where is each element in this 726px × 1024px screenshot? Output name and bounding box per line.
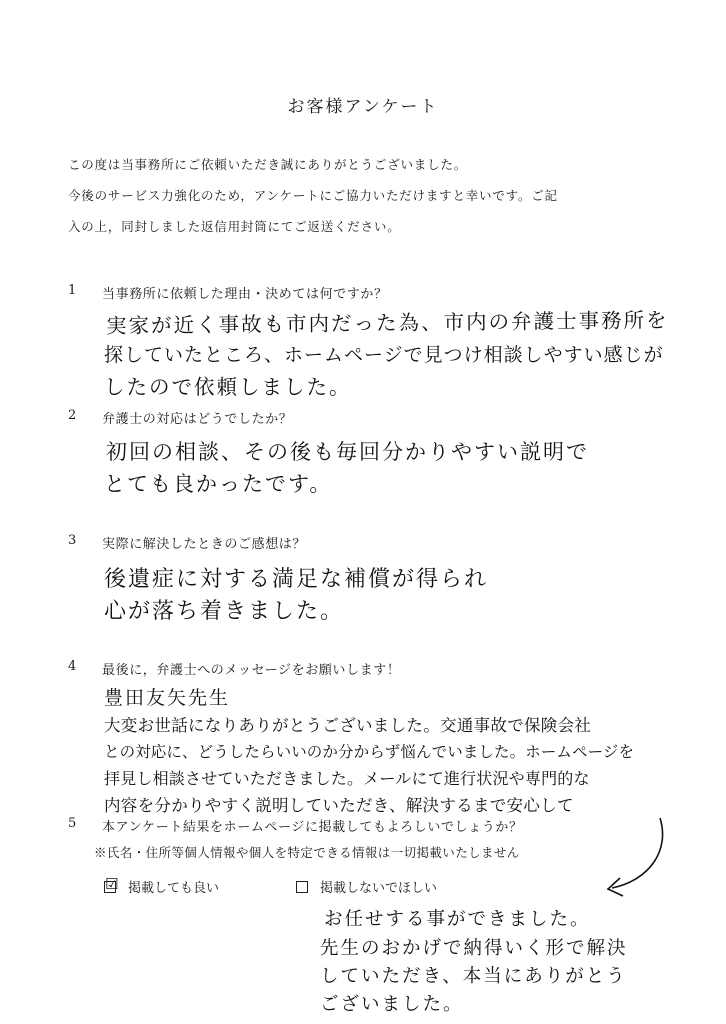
- checkmark-icon: ☑: [105, 875, 119, 893]
- answer-1-line-3: したので依頼しました。: [104, 375, 352, 399]
- option-publish-ok[interactable]: [104, 877, 219, 896]
- option-publish-no[interactable]: [296, 877, 437, 896]
- answer-1-line-1: 実家が近く事故も市内だった為、市内の弁護士事務所を: [105, 308, 669, 338]
- answer-3-line-2: 心が落ち着きました。: [104, 599, 345, 624]
- continuation-arrow-icon: [590, 810, 680, 900]
- closing-line-1: お任せする事ができました。: [324, 909, 591, 930]
- answer-4-line-2: との対応に、どうしたらいいのか分からず悩んでいました。ホームページを: [104, 743, 635, 761]
- answer-3-line-1: 後遺症に対する満足な補償が得られ: [104, 567, 489, 592]
- question-1-text: 当事務所に依頼した理由・決めては何ですか？: [102, 287, 388, 302]
- answer-4-line-4: 内容を分かりやすく説明していただき、解決するまで安心して: [104, 796, 574, 815]
- answer-2-line-2: とても良かったです。: [104, 472, 333, 496]
- answer-1-line-2: 探していたところ、ホームページで見つけ相談しやすい感じが: [104, 344, 664, 366]
- answer-4-addressee: 豊田友矢先生: [104, 687, 231, 709]
- question-4-number: 4: [68, 659, 77, 674]
- question-3-text: 実際に解決したときのご感想は？: [102, 537, 307, 552]
- question-5-number: 5: [68, 816, 77, 831]
- option-publish-no-label: 掲載しないでほしい: [320, 881, 438, 896]
- answer-4-line-1: 大変お世話になりありがとうございました。交通事故で保険会社: [104, 716, 592, 735]
- checkbox-publish-ok[interactable]: [104, 875, 119, 893]
- intro-line-2: 今後のサービス力強化のため，アンケートにご協力いただけますと幸いです。ご記: [68, 188, 558, 203]
- page-title: お客様アンケート: [287, 97, 439, 117]
- closing-line-2: 先生のおかげで納得いく形で解決: [320, 938, 628, 959]
- intro-line-3: 入の上，同封しました返信用封筒にてご返送ください。: [68, 219, 401, 234]
- privacy-note: ※氏名・住所等個人情報や個人を特定できる情報は一切掲載いたしません: [94, 845, 520, 860]
- question-2-number: 2: [68, 408, 77, 423]
- answer-2-line-1: 初回の相談、その後も毎回分かりやすい説明で: [106, 440, 589, 464]
- question-2-text: 弁護士の対応はどうでしたか？: [102, 412, 293, 427]
- option-publish-ok-label: 掲載しても良い: [128, 881, 220, 896]
- intro-line-1: この度は当事務所にご依頼いただき誠にありがとうございました。: [68, 157, 468, 172]
- question-4-text: 最後に，弁護士へのメッセージをお願いします！: [102, 663, 401, 678]
- question-3-number: 3: [68, 533, 77, 548]
- question-5-text: 本アンケート結果をホームページに掲載してもよろしいでしょうか？: [102, 820, 523, 835]
- closing-line-3: していただき、本当にありがとう: [320, 966, 627, 987]
- closing-line-4: ございました。: [320, 994, 464, 1015]
- checkbox-publish-no[interactable]: [296, 881, 308, 893]
- question-1-number: 1: [68, 283, 77, 298]
- answer-4-line-3: 拝見し相談させていただきました。メールにて進行状況や専門的な: [104, 769, 590, 788]
